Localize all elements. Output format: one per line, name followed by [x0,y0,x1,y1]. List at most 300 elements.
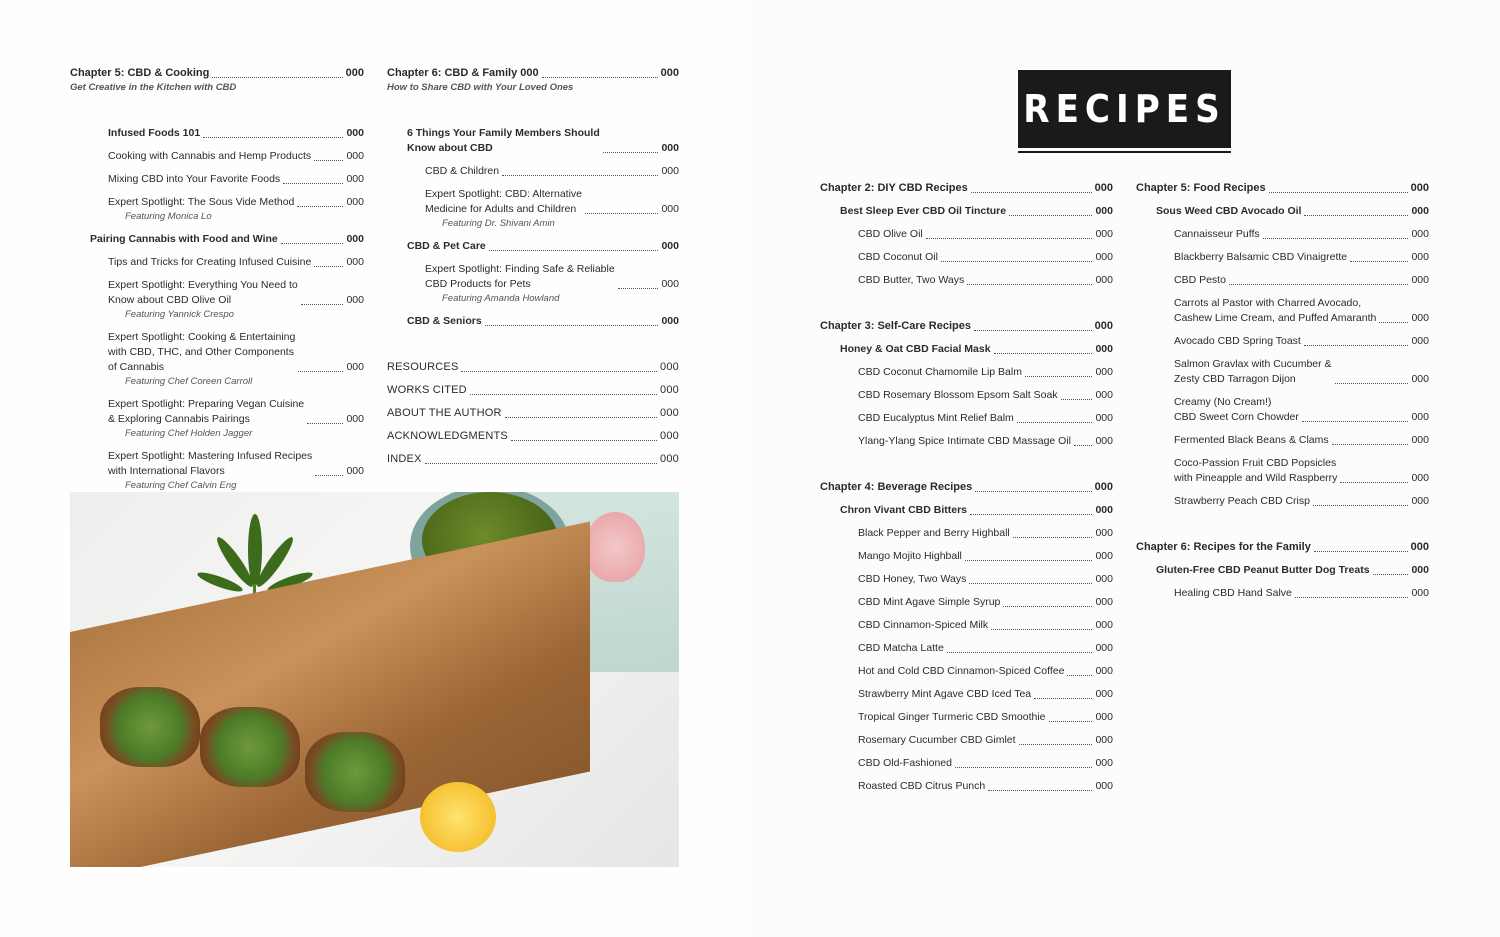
toc-row [858,595,1113,610]
dot-leader [1019,743,1093,745]
toc-entry [820,273,1113,288]
toc-entry [820,664,1113,679]
toc-title: Creamy (No Cream!) CBD Sweet Corn Chowder [1174,396,1299,423]
toc-title: CBD Rosemary Blossom Epsom Salt Soak [858,389,1058,401]
page-number: 000 [1411,564,1429,576]
toc-subtitle: Featuring Chef Calvin Eng [125,480,237,491]
toc-title: Strawberry Mint Agave CBD Iced Tea [858,688,1032,700]
toc-title: Mango Mojito Highball [858,550,962,562]
toc-entry [1136,563,1429,578]
food-photo [70,492,679,867]
dot-leader [603,151,659,153]
page-number: 000 [1411,434,1429,446]
toc-entry [1136,357,1429,387]
toast-image [200,707,300,787]
dot-leader [315,474,343,476]
toc-row [108,330,364,375]
dot-leader [971,191,1092,193]
toc-entry [820,411,1113,426]
toc-row [108,149,364,164]
toc-title: Chapter 6: CBD & Family 000 [387,67,539,79]
recipes-banner [1018,70,1231,156]
toc-title: Expert Spotlight: The Sous Vide Method [108,196,295,208]
dot-leader [1229,283,1409,285]
toc-entry [820,641,1113,656]
dot-leader [1049,720,1093,722]
toc-entry [70,66,364,95]
toc-title: ACKNOWLEDGMENTS [387,430,508,442]
toc-entry [1136,540,1429,555]
page-number: 000 [1411,228,1429,240]
toc-title: Healing CBD Hand Salve [1174,587,1292,599]
dot-leader [1269,191,1408,193]
page-number: 000 [1095,780,1113,792]
toc-title: Fermented Black Beans & Clams [1174,434,1329,446]
dot-leader [975,490,1091,492]
page-number: 000 [1411,274,1429,286]
page-number: 000 [1411,472,1429,484]
page-number: 000 [660,384,679,396]
toc-column-left-1 [70,66,364,493]
page-number: 000 [661,203,679,215]
dot-leader [994,352,1093,354]
toc-row [858,227,1113,242]
page-number: 000 [1411,335,1429,347]
toc-subtitle: Featuring Monica Lo [125,211,212,222]
toc-title: Hot and Cold CBD Cinnamon-Spiced Coffee [858,665,1065,677]
toc-title: Coco-Passion Fruit CBD Popsicles with Pineapple and Wild Raspberry [1174,457,1338,484]
toc-column-left-2 [387,66,679,467]
toc-title: Expert Spotlight: CBD: Alternative Medicine for Adults and Children [425,188,582,215]
toc-row [425,262,679,292]
dot-leader [511,439,657,441]
page-number: 000 [345,67,364,79]
dot-leader [974,329,1092,331]
dot-leader [298,370,343,372]
toc-title: INDEX [387,453,422,465]
dot-leader [1302,420,1409,422]
toc-row [387,452,679,467]
toc-title: WORKS CITED [387,384,467,396]
page-number: 000 [346,413,364,425]
page-number: 000 [661,142,679,154]
toc-entry [387,360,679,375]
toc-row [1174,586,1429,601]
page-number: 000 [1095,435,1113,447]
toc-entry [820,710,1113,725]
toc-row [1136,181,1429,196]
dot-leader [1003,605,1092,607]
dot-leader [203,136,343,138]
toc-title: CBD & Pet Care [407,240,486,252]
toc-entry [1136,433,1429,448]
toc-entry [820,434,1113,449]
page-number: 000 [1095,619,1113,631]
toc-title: Pairing Cannabis with Food and Wine [90,233,278,245]
dot-leader [1373,573,1409,575]
page-number: 000 [1095,366,1113,378]
toc-entry [820,572,1113,587]
page-number: 000 [661,240,679,252]
page-number: 000 [1095,665,1113,677]
page-number: 000 [660,67,679,79]
toc-row [387,360,679,375]
toc-title: ABOUT THE AUTHOR [387,407,502,419]
page-number: 000 [1095,251,1113,263]
toc-entry [387,452,679,467]
toc-row [1174,433,1429,448]
toc-row [70,66,364,81]
toc-row [820,181,1113,196]
page-number: 000 [1095,228,1113,240]
toc-row [108,397,364,427]
toc-entry [820,250,1113,265]
toc-title: CBD Cinnamon-Spiced Milk [858,619,989,631]
toc-entry [820,503,1113,518]
dot-leader [297,205,343,207]
toc-column-right-2 [1136,181,1429,601]
toast-image [305,732,405,812]
toc-entry [1136,296,1429,326]
toc-row [407,126,679,156]
toc-entry [70,330,364,389]
toc-row [820,480,1113,495]
toc-entry [1136,586,1429,601]
page-number: 000 [346,465,364,477]
toc-row [858,664,1113,679]
dot-leader [967,283,1092,285]
toc-title: Avocado CBD Spring Toast [1174,335,1301,347]
page-number: 000 [1095,757,1113,769]
toc-entry [820,365,1113,380]
page-number: 000 [1095,205,1113,217]
dot-leader [1061,398,1093,400]
dot-leader [988,789,1092,791]
toc-row [387,406,679,421]
dot-leader [947,651,1093,653]
dot-leader [1335,382,1409,384]
page-number: 000 [1095,688,1113,700]
page-number: 000 [1095,389,1113,401]
toc-subtitle: Featuring Yannick Crespo [125,309,234,320]
toc-title: Honey & Oat CBD Facial Mask [840,343,991,355]
dot-leader [502,174,658,176]
toc-entry [1136,456,1429,486]
right-page [750,0,1500,937]
page-number: 000 [1095,596,1113,608]
toc-row [858,250,1113,265]
toc-title: Chapter 3: Self-Care Recipes [820,320,971,332]
dot-leader [991,628,1092,630]
dot-leader [489,249,659,251]
toc-row [840,503,1113,518]
dot-leader [212,76,342,78]
toc-entry [820,204,1113,219]
page-number: 000 [1094,182,1113,194]
toc-row [407,239,679,254]
toc-row [90,232,364,247]
toc-entry [70,278,364,322]
tulip-image [585,512,645,582]
toc-title: CBD Old-Fashioned [858,757,952,769]
dot-leader [485,324,659,326]
dot-leader [283,182,343,184]
toc-title: Chapter 5: CBD & Cooking [70,67,210,79]
toc-entry [387,187,679,231]
toc-title: Best Sleep Ever CBD Oil Tincture [840,205,1007,217]
toc-subtitle: Featuring Dr. Shivani Amin [442,218,555,229]
toc-row [108,126,364,141]
toc-row [1174,334,1429,349]
page-number: 000 [1411,587,1429,599]
toc-row [1174,395,1429,425]
toc-row [1174,250,1429,265]
page-number: 000 [661,278,679,290]
toc-row [108,195,364,210]
dot-leader [1013,536,1093,538]
toc-row [858,779,1113,794]
page-number: 000 [1095,573,1113,585]
toc-row [858,273,1113,288]
banner-title: RECIPES [1023,87,1226,131]
toc-entry [820,388,1113,403]
toc-entry [820,526,1113,541]
page-number: 000 [1095,550,1113,562]
page-number: 000 [660,361,679,373]
toc-row [858,434,1113,449]
toc-title: Sous Weed CBD Avocado Oil [1156,205,1302,217]
toc-title: Tropical Ginger Turmeric CBD Smoothie [858,711,1046,723]
page-number: 000 [346,361,364,373]
dot-leader [1017,421,1093,423]
toc-subtitle: Featuring Chef Holden Jagger [125,428,253,439]
toc-title: Expert Spotlight: Cooking & Entertaining with CBD, THC, and Other Components of Cannabis [108,331,296,373]
toc-entry [1136,181,1429,196]
page-number: 000 [1095,711,1113,723]
page-number: 000 [1411,251,1429,263]
toc-entry [1136,227,1429,242]
dot-leader [314,159,343,161]
toc-title: RESOURCES [387,361,459,373]
page-number: 000 [346,150,364,162]
toc-row [1174,456,1429,486]
dot-leader [461,370,657,372]
page-number: 000 [661,315,679,327]
toc-row [858,687,1113,702]
toc-row [1174,494,1429,509]
toc-row [820,319,1113,334]
toc-row [1174,296,1429,326]
toc-title: Blackberry Balsamic CBD Vinaigrette [1174,251,1348,263]
toc-title: CBD Olive Oil [858,228,923,240]
page-number: 000 [1095,274,1113,286]
toc-title: Tips and Tricks for Creating Infused Cuisine [108,256,312,268]
toc-title: Chapter 5: Food Recipes [1136,182,1266,194]
page-number: 000 [1095,642,1113,654]
toc-row [858,549,1113,564]
dot-leader [1304,214,1408,216]
dot-leader [1340,481,1408,483]
toc-row [387,66,679,81]
toc-entry [387,66,679,95]
toc-title: CBD & Children [425,165,500,177]
toc-entry [70,449,364,493]
dot-leader [307,422,343,424]
toc-row [1174,227,1429,242]
dot-leader [425,462,657,464]
dot-leader [618,287,659,289]
banner-box [1018,70,1231,148]
page-number: 000 [346,127,364,139]
page-number: 000 [346,294,364,306]
toc-title: Chapter 4: Beverage Recipes [820,481,973,493]
dot-leader [1350,260,1408,262]
toc-row [858,733,1113,748]
dot-leader [281,242,344,244]
page-number: 000 [346,233,364,245]
dot-leader [1263,237,1409,239]
toc-title: CBD Mint Agave Simple Syrup [858,596,1001,608]
page-number: 000 [1095,504,1113,516]
toc-entry [820,687,1113,702]
toc-row [858,641,1113,656]
toc-row [858,411,1113,426]
toc-entry [820,733,1113,748]
toc-row [1174,273,1429,288]
toc-row [108,255,364,270]
toc-entry [1136,395,1429,425]
toc-entry [387,383,679,398]
toc-entry [70,172,364,187]
toc-entry [387,314,679,329]
dot-leader [1074,444,1092,446]
toc-title: Mixing CBD into Your Favorite Foods [108,173,281,185]
toc-title: Chapter 2: DIY CBD Recipes [820,182,968,194]
toc-entry [820,549,1113,564]
page-number: 000 [346,196,364,208]
toc-entry [820,480,1113,495]
toc-entry [1136,334,1429,349]
toc-entry [70,232,364,247]
toc-title: CBD Honey, Two Ways [858,573,967,585]
banner-rule [1018,151,1231,153]
toc-entry [820,342,1113,357]
dot-leader [1034,697,1092,699]
toc-row [858,365,1113,380]
page-number: 000 [1410,182,1429,194]
toc-entry [387,126,679,156]
page-number: 000 [661,165,679,177]
toc-subtitle: Get Creative in the Kitchen with CBD [70,82,237,93]
toc-title: CBD Eucalyptus Mint Relief Balm [858,412,1014,424]
toc-subtitle: Featuring Chef Coreen Carroll [125,376,253,387]
toc-entry [70,126,364,141]
toc-entry [387,164,679,179]
toc-row [108,278,364,308]
toc-row [387,429,679,444]
toc-entry [820,595,1113,610]
toc-entry [1136,494,1429,509]
dot-leader [970,513,1092,515]
yellow-flower-image [420,782,496,852]
page-number: 000 [660,430,679,442]
page-number: 000 [1411,411,1429,423]
page-number: 000 [660,453,679,465]
toc-title: CBD Pesto [1174,274,1226,286]
toc-row [425,164,679,179]
toc-row [858,388,1113,403]
page-number: 000 [346,256,364,268]
dot-leader [542,76,658,78]
dot-leader [1304,344,1409,346]
toc-title: Cannaisseur Puffs [1174,228,1260,240]
toc-row [840,204,1113,219]
toc-entry [70,195,364,224]
page-number: 000 [660,407,679,419]
dot-leader [941,260,1093,262]
toast-image [100,687,200,767]
dot-leader [955,766,1093,768]
toc-title: 6 Things Your Family Members Should Know about CBD [407,127,600,154]
toc-row [108,172,364,187]
dot-leader [585,212,658,214]
toc-entry [387,406,679,421]
toc-row [108,449,364,479]
toc-title: CBD & Seniors [407,315,482,327]
toc-entry [820,181,1113,196]
dot-leader [965,559,1093,561]
page-number: 000 [1411,495,1429,507]
toc-entry [1136,250,1429,265]
dot-leader [969,582,1092,584]
dot-leader [1295,596,1409,598]
dot-leader [1313,504,1409,506]
dot-leader [1009,214,1092,216]
page-number: 000 [1095,412,1113,424]
toc-entry [1136,204,1429,219]
toc-title: CBD Matcha Latte [858,642,944,654]
toc-subtitle: Featuring Amanda Howland [442,293,560,304]
toc-entry [387,239,679,254]
toc-title: Chron Vivant CBD Bitters [840,504,967,516]
toc-row [425,187,679,217]
toc-entry [387,262,679,306]
toc-title: Expert Spotlight: Preparing Vegan Cuisine & Exploring Cannabis Pairings [108,398,305,425]
page-number: 000 [1095,527,1113,539]
dot-leader [301,303,344,305]
toc-row [858,618,1113,633]
toc-title: Rosemary Cucumber CBD Gimlet [858,734,1016,746]
dot-leader [1025,375,1092,377]
toc-row [858,756,1113,771]
toc-row [858,526,1113,541]
toc-title: Expert Spotlight: Everything You Need to Know about CBD Olive Oil [108,279,298,306]
page-number: 000 [1095,343,1113,355]
toc-entry [1136,273,1429,288]
dot-leader [1314,550,1408,552]
toc-title: Infused Foods 101 [108,127,201,139]
toc-title: Ylang-Ylang Spice Intimate CBD Massage Oil [858,435,1072,447]
toc-row [1174,357,1429,387]
toc-row [1156,563,1429,578]
page-number: 000 [1411,312,1429,324]
page-number: 000 [1095,734,1113,746]
page-number: 000 [1094,320,1113,332]
toc-title: Gluten-Free CBD Peanut Butter Dog Treats [1156,564,1370,576]
toc-entry [820,779,1113,794]
toc-title: CBD Coconut Chamomile Lip Balm [858,366,1022,378]
dot-leader [926,237,1093,239]
